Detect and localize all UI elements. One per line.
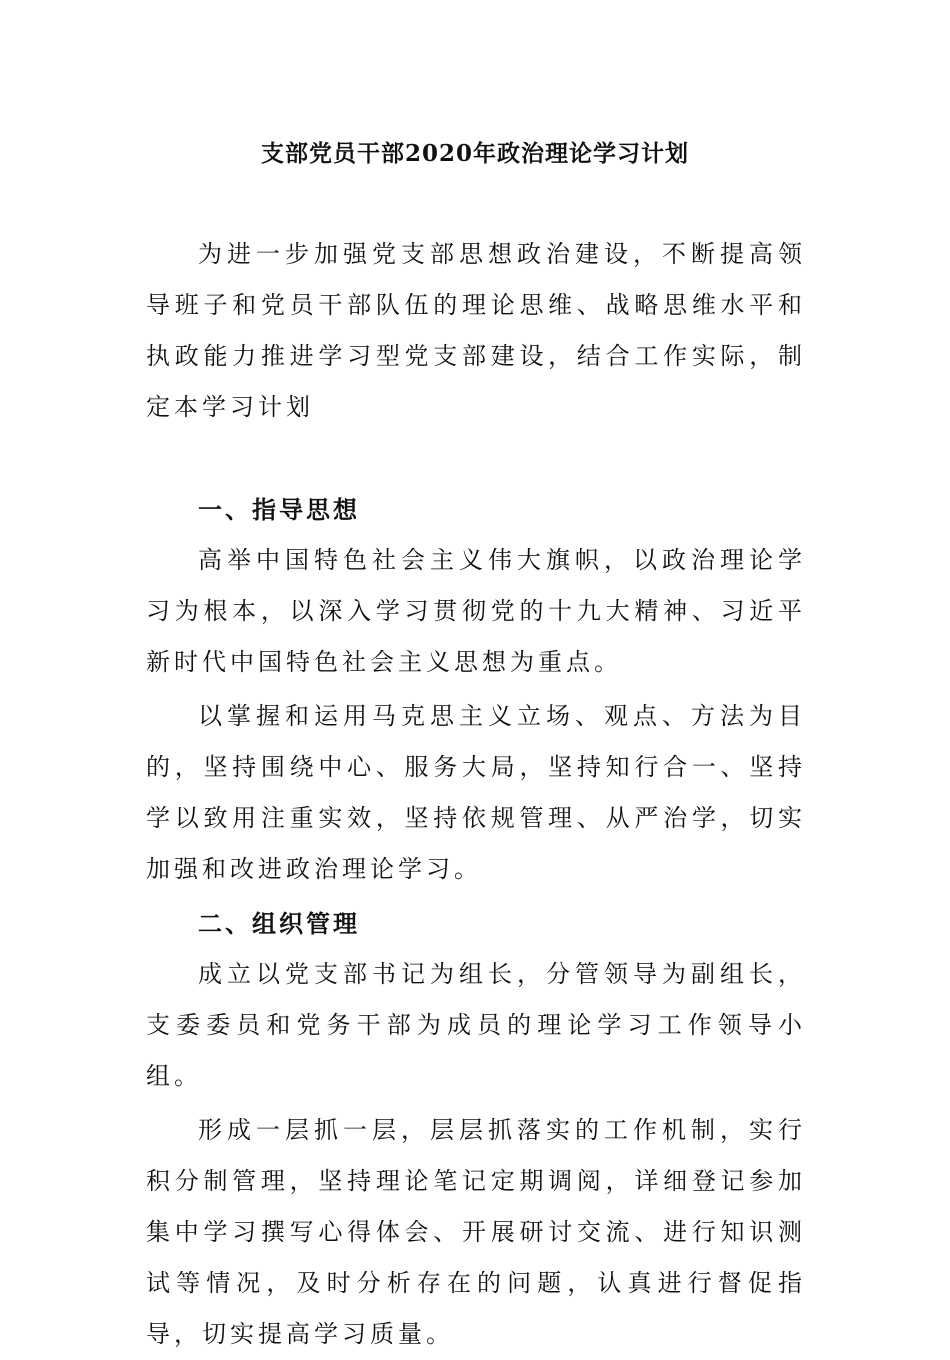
section-heading-guiding-ideology: 一、指导思想: [198, 495, 360, 524]
intro-paragraph: 为进一步加强党支部思想政治建设，不断提高领导班子和党员干部队伍的理论思维、战略思维水平和执政能力推进学习型党支部建设，结合工作实际，制定本学习计划: [146, 240, 806, 421]
section-2-paragraph-2: 形成一层抓一层，层层抓落实的工作机制，实行积分制管理，坚持理论笔记定期调阅，详细登记参加集中学习撰写心得体会、开展研讨交流、进行知识测试等情况，及时分析存在的问题，认真进行督促指导，切实提高学习质量。: [146, 1116, 806, 1348]
section-2-paragraph-1: 成立以党支部书记为组长，分管领导为副组长，支委委员和党务干部为成员的理论学习工作领导小组。: [146, 960, 806, 1090]
document-body: [146, 229, 806, 1360]
section-heading-organization-management: 二、组织管理: [198, 909, 360, 938]
document-title: 支部党员干部2020年政治理论学习计划: [260, 140, 689, 167]
section-1-paragraph-1: 高举中国特色社会主义伟大旗帜，以政治理论学习为根本，以深入学习贯彻党的十九大精神、习近平新时代中国特色社会主义思想为重点。: [146, 546, 806, 676]
section-1-paragraph-2: 以掌握和运用马克思主义立场、观点、方法为目的，坚持围绕中心、服务大局，坚持知行合一、坚持学以致用注重实效，坚持依规管理、从严治学，切实加强和改进政治理论学习。: [146, 702, 806, 883]
